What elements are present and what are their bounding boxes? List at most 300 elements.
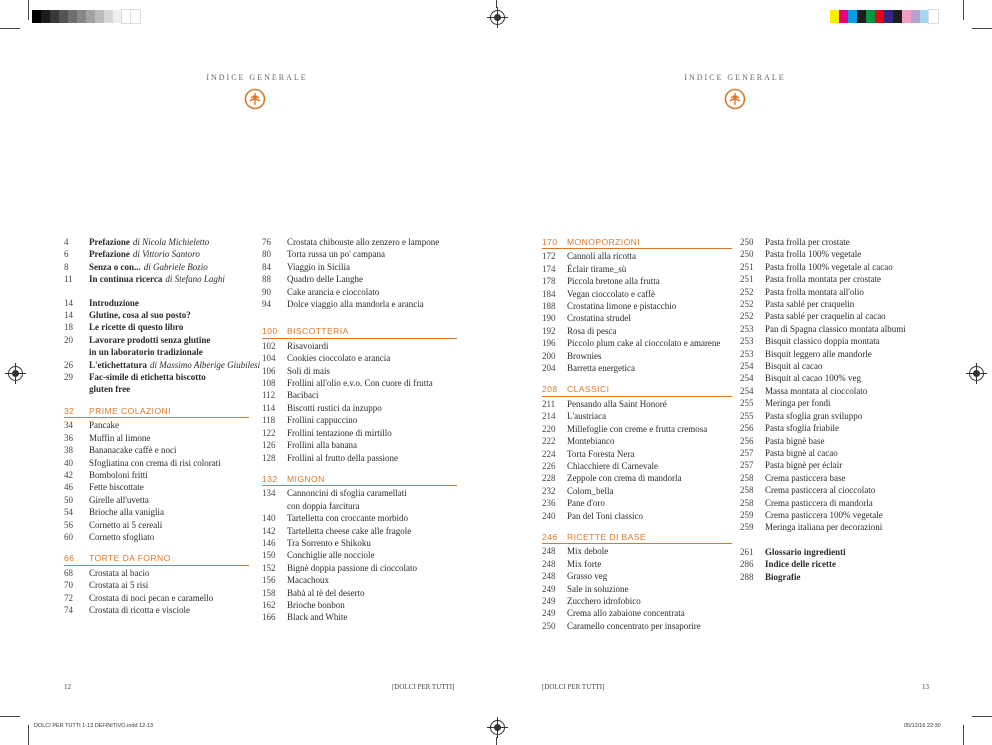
toc-title: Bisquit classico doppia montata [765, 336, 880, 347]
toc-page-number: 257 [740, 460, 754, 471]
running-head-right: INDICE GENERALE [684, 73, 786, 82]
toc-title: Biografie [765, 571, 801, 582]
toc-title: Pancake [89, 420, 119, 431]
toc-entry[interactable] [64, 297, 249, 309]
toc-entry[interactable] [64, 506, 249, 518]
toc-page-number: 255 [740, 410, 754, 421]
toc-title: Pasta bignè per éclair [765, 460, 843, 471]
toc-title: Lavorare prodotti senza glutine [89, 334, 211, 345]
toc-entry[interactable] [262, 286, 457, 298]
toc-entry[interactable] [262, 298, 457, 310]
running-head-left: INDICE GENERALE [206, 73, 308, 82]
toc-title: Pan di Spagna classico montata albumi [765, 323, 906, 334]
toc-page-number: 140 [262, 513, 276, 524]
toc-entry[interactable] [542, 570, 732, 582]
file-slug: DOLCI PER TUTTI 1-13 DEFINITIVO.indd 12-13 [34, 723, 154, 729]
color-swatch [848, 10, 857, 23]
toc-title: Crema pasticcera 100% vegetale [765, 509, 883, 520]
toc-title: Black and White [287, 612, 348, 623]
color-swatch [866, 10, 875, 23]
toc-entry[interactable] [262, 525, 457, 537]
toc-title: Frollini all'olio e.v.o. Con cuore di frutta [287, 378, 433, 389]
toc-entry[interactable] [262, 611, 457, 623]
section-header-ricette-di-base[interactable]: 246 RICETTE DI BASE [542, 531, 732, 544]
toc-title: Piccola bretone alla frutta [567, 276, 660, 287]
toc-title: Cornetto ai 5 cereali [89, 519, 163, 530]
toc-page-number: 46 [64, 482, 73, 493]
page-number-left: 12 [64, 683, 71, 691]
toc-page-number: 112 [262, 390, 276, 401]
toc-entry[interactable] [542, 362, 732, 374]
toc-entry[interactable] [64, 444, 249, 456]
toc-title: Senza o con... [89, 261, 141, 272]
toc-title: Brioche alla vaniglia [89, 507, 164, 518]
toc-column-4 [740, 236, 940, 583]
toc-page-number: 40 [64, 457, 73, 468]
toc-entry[interactable] [262, 389, 457, 401]
toc-entry[interactable] [262, 587, 457, 599]
toc-title: Prefazione [89, 249, 130, 260]
toc-author: di Vittorio Santoro [132, 249, 200, 260]
toc-title: Indice delle ricette [765, 559, 836, 570]
toc-entry[interactable] [740, 286, 940, 298]
registration-mark-right [969, 366, 984, 381]
toc-entry[interactable] [740, 248, 940, 260]
toc-entry[interactable] [542, 620, 732, 632]
toc-title: Pasta frolla 100% vegetale [765, 249, 862, 260]
toc-entry[interactable] [542, 448, 732, 460]
section-header-biscotteria[interactable]: 100 BISCOTTERIA [262, 325, 457, 338]
toc-page-number: 54 [64, 507, 73, 518]
toc-title: Girelle all'uvetta [89, 494, 149, 505]
toc-page-number: 204 [542, 363, 556, 374]
toc-entry[interactable] [542, 263, 732, 275]
toc-page-number: 146 [262, 537, 276, 548]
toc-entry[interactable] [262, 377, 457, 389]
color-swatch [131, 10, 140, 23]
toc-page-number: 253 [740, 348, 754, 359]
registration-mark-bottom [490, 720, 505, 735]
toc-title: Pasta frolla montata all'olio [765, 286, 864, 297]
toc-entry[interactable] [64, 519, 249, 531]
toc-entry[interactable] [64, 334, 249, 346]
toc-title: Vegan cioccolato e caffè [567, 288, 656, 299]
toc-entry[interactable] [64, 579, 249, 591]
color-swatch [113, 10, 122, 23]
color-swatch [920, 10, 929, 23]
toc-entry[interactable] [740, 472, 940, 484]
toc-page-number: 6 [64, 249, 69, 260]
toc-title: Cake arancia e cioccolato [287, 286, 380, 297]
toc-page-number: 108 [262, 378, 276, 389]
toc-entry[interactable] [740, 558, 940, 570]
book-title-right: [DOLCI PER TUTTI] [542, 683, 605, 691]
toc-entry[interactable] [262, 402, 457, 414]
toc-page-number: 220 [542, 423, 556, 434]
toc-entry[interactable] [542, 435, 732, 447]
toc-title: Bananacake caffè e noci [89, 445, 177, 456]
toc-title: Tra Sorrento e Shikoku [287, 537, 371, 548]
toc-entry[interactable] [740, 509, 940, 521]
toc-page-number: 228 [542, 473, 556, 484]
toc-entry[interactable] [64, 236, 249, 248]
color-swatch [59, 10, 68, 23]
toc-title: Crostatina limone e pistacchio [567, 301, 677, 312]
color-swatch [830, 10, 839, 23]
toc-page-number: 253 [740, 336, 754, 347]
toc-entry[interactable] [740, 546, 940, 558]
toc-page-number: 249 [542, 595, 556, 606]
toc-entry[interactable] [262, 562, 457, 574]
toc-title: Introduzione [89, 297, 139, 308]
toc-page-number: 258 [740, 497, 754, 508]
toc-entry[interactable] [542, 583, 732, 595]
toc-page-number: 72 [64, 592, 73, 603]
toc-title: Meringa italiana per decorazioni [765, 522, 883, 533]
toc-page-number: 88 [262, 274, 271, 285]
toc-entry[interactable] [262, 574, 457, 586]
toc-page-number: 29 [64, 372, 73, 383]
toc-title: Torta Foresta Nera [567, 448, 635, 459]
toc-entry[interactable] [64, 309, 249, 321]
toc-page-number: 90 [262, 286, 271, 297]
toc-entry[interactable] [262, 414, 457, 426]
toc-page-number: 156 [262, 575, 276, 586]
toc-title: Caramello concentrato per insaporire [567, 620, 701, 631]
toc-entry[interactable] [262, 340, 457, 352]
toc-page-number: 224 [542, 448, 556, 459]
toc-entry[interactable] [542, 510, 732, 522]
toc-title: In continua ricerca [89, 274, 163, 285]
toc-column-3 [542, 236, 732, 632]
toc-entry[interactable] [262, 599, 457, 611]
toc-title: Crostata di ricotta e visciole [89, 604, 190, 615]
toc-entry[interactable] [64, 419, 249, 431]
toc-page-number: 252 [740, 286, 754, 297]
toc-entry[interactable] [740, 348, 940, 360]
toc-page-number: 20 [64, 334, 73, 345]
toc-author: di Stefano Laghi [165, 274, 225, 285]
toc-entry[interactable] [262, 365, 457, 377]
toc-entry[interactable] [542, 558, 732, 570]
toc-title: Pasta bignè al cacao [765, 447, 838, 458]
toc-page-number: 94 [262, 299, 271, 310]
toc-entry[interactable] [740, 447, 940, 459]
toc-page-number: 236 [542, 498, 556, 509]
toc-page-number: 80 [262, 249, 271, 260]
toc-entry[interactable] [542, 423, 732, 435]
toc-title: Crema pasticcera di mandorla [765, 497, 873, 508]
toc-title: Tartelletta con croccante morbido [287, 513, 409, 524]
color-swatch [68, 10, 77, 23]
toc-entry[interactable] [542, 312, 732, 324]
toc-page-number: 14 [64, 297, 73, 308]
toc-entry[interactable] [64, 469, 249, 481]
toc-title: Biscotti rustici da inzuppo [287, 402, 382, 413]
color-swatch [41, 10, 50, 23]
toc-entry[interactable] [262, 236, 457, 248]
toc-page-number: 142 [262, 525, 276, 536]
toc-entry[interactable] [64, 531, 249, 543]
toc-entry[interactable] [542, 398, 732, 410]
toc-title: Pensando alla Saint Honoré [567, 398, 667, 409]
toc-entry[interactable] [740, 310, 940, 322]
color-swatch [893, 10, 902, 23]
toc-page-number: 50 [64, 494, 73, 505]
toc-page-number: 249 [542, 583, 556, 594]
toc-page-number: 38 [64, 445, 73, 456]
toc-title: Crostata ai 5 risi [89, 580, 149, 591]
toc-page-number: 196 [542, 338, 556, 349]
toc-entry[interactable] [542, 485, 732, 497]
toc-title: Glutine, cosa al suo posto? [89, 310, 191, 321]
toc-title: Pasta frolla per crostate [765, 237, 850, 247]
toc-page-number: 26 [64, 359, 73, 370]
registration-mark-top [490, 10, 505, 25]
toc-page-number: 251 [740, 261, 754, 272]
toc-entry[interactable] [740, 459, 940, 471]
toc-entry[interactable] [740, 521, 940, 533]
toc-entry[interactable] [262, 352, 457, 364]
toc-title: Pasta sablé per craquelin al cacao [765, 311, 886, 322]
toc-entry[interactable] [64, 321, 249, 333]
toc-entry[interactable] [262, 273, 457, 285]
toc-title: Montebianco [567, 436, 615, 447]
toc-entry[interactable] [64, 273, 249, 285]
color-swatch [839, 10, 848, 23]
toc-entry[interactable] [542, 325, 732, 337]
registration-mark-left [8, 366, 23, 381]
toc-entry[interactable] [740, 273, 940, 285]
toc-title: Pane d'oro [567, 498, 605, 509]
toc-title: Crostata di noci pecan e caramello [89, 592, 214, 603]
toc-author: di Nicola Michieletto [132, 237, 210, 247]
crop-mark [963, 725, 964, 745]
toc-entry[interactable] [64, 481, 249, 493]
toc-page-number: 249 [542, 608, 556, 619]
toc-page-number: 252 [740, 299, 754, 310]
toc-entry[interactable] [542, 472, 732, 484]
toc-title: Sale in soluzione [567, 583, 629, 594]
toc-entry[interactable] [740, 372, 940, 384]
toc-entry[interactable] [542, 250, 732, 262]
toc-entry[interactable] [542, 288, 732, 300]
toc-title: Tartelletta cheese cake alle fragole [287, 525, 412, 536]
color-swatch [122, 10, 131, 23]
toc-page-number: 214 [542, 411, 556, 422]
toc-title: Pasta bignè base [765, 435, 825, 446]
toc-entry[interactable] [740, 484, 940, 496]
crop-mark [496, 737, 497, 745]
toc-title: Crema pasticcera base [765, 472, 846, 483]
toc-title: Frollini alla banana [287, 440, 357, 451]
toc-entry[interactable] [64, 494, 249, 506]
color-swatch [77, 10, 86, 23]
toc-title: Bignè doppia passione di cioccolato [287, 562, 417, 573]
toc-page-number: 14 [64, 310, 73, 321]
toc-title: Éclair tirame_sù [567, 263, 627, 274]
toc-title: Sfogliatina con crema di risi colorati [89, 457, 221, 468]
toc-title: Cookies cioccolato e arancia [287, 353, 391, 364]
toc-page-number: 258 [740, 485, 754, 496]
toc-entry[interactable] [740, 497, 940, 509]
toc-entry[interactable] [542, 595, 732, 607]
toc-title: Barretta energetica [567, 363, 636, 374]
toc-continuation: con doppia farcitura [287, 500, 360, 511]
toc-page-number: 192 [542, 325, 556, 336]
toc-entry[interactable] [64, 604, 249, 616]
crop-mark [0, 28, 20, 29]
section-header-torte-da-forno[interactable]: 66 TORTE DA FORNO [64, 552, 249, 565]
toc-title: Bisquit leggero alle mandorle [765, 348, 872, 359]
toc-title: Bisquit al cacao 100% veg [765, 373, 861, 384]
toc-page-number: 248 [542, 571, 556, 582]
toc-entry[interactable] [542, 300, 732, 312]
toc-continuation: gluten free [89, 384, 131, 395]
toc-entry[interactable] [64, 567, 249, 579]
toc-page-number: 70 [64, 580, 73, 591]
crop-mark [0, 716, 20, 717]
toc-page-number: 122 [262, 427, 276, 438]
toc-entry[interactable] [542, 607, 732, 619]
toc-entry[interactable] [740, 397, 940, 409]
toc-entry[interactable] [740, 323, 940, 335]
toc-page-number: 188 [542, 301, 556, 312]
toc-title: Pasta frolla montata per crostate [765, 274, 881, 285]
section-header-classici[interactable]: 208 CLASSICI [542, 383, 732, 396]
toc-page-number: 150 [262, 550, 276, 561]
toc-entry[interactable] [542, 460, 732, 472]
toc-page-number: 257 [740, 447, 754, 458]
toc-page-number: 252 [740, 311, 754, 322]
color-swatch [929, 10, 938, 23]
toc-entry[interactable] [740, 385, 940, 397]
toc-title: Quadro delle Langhe [287, 274, 363, 285]
color-swatch [32, 10, 41, 23]
toc-entry[interactable] [740, 261, 940, 273]
toc-title: Conchiglie alle nocciole [287, 550, 375, 561]
toc-entry[interactable] [64, 371, 249, 383]
toc-entry[interactable]: 134 Cannoncini di sfoglia caramellati [262, 488, 407, 499]
toc-page-number: 248 [542, 546, 556, 557]
toc-entry[interactable] [262, 261, 457, 273]
toc-title: Cornetto sfogliato [89, 531, 155, 542]
toc-title: Grasso veg [567, 571, 608, 582]
toc-entry[interactable] [542, 275, 732, 287]
toc-title: Pasta sfoglia friabile [765, 423, 839, 434]
toc-author: di Gabriele Bozio [143, 261, 208, 272]
toc-entry[interactable] [64, 457, 249, 469]
toc-entry[interactable] [542, 337, 732, 349]
toc-entry[interactable] [542, 545, 732, 557]
toc-column-2 [262, 236, 457, 624]
toc-page-number: 126 [262, 440, 276, 451]
toc-title: Pasta sfoglia gran sviluppo [765, 410, 863, 421]
toc-entry[interactable] [740, 410, 940, 422]
crop-mark [972, 716, 992, 717]
toc-title: Rosa di pesca [567, 325, 617, 336]
toc-entry[interactable] [64, 248, 249, 260]
toc-entry[interactable] [542, 497, 732, 509]
page-number-right: 13 [922, 683, 929, 691]
toc-page-number: 184 [542, 288, 556, 299]
toc-page-number: 172 [542, 251, 556, 262]
toc-entry[interactable] [64, 261, 249, 273]
toc-entry[interactable] [542, 350, 732, 362]
toc-entry[interactable] [740, 422, 940, 434]
toc-page-number: 34 [64, 420, 73, 431]
toc-page-number: 226 [542, 460, 556, 471]
toc-entry[interactable] [64, 592, 249, 604]
toc-entry[interactable] [262, 512, 457, 524]
color-swatch [50, 10, 59, 23]
toc-title: Bacibaci [287, 390, 319, 401]
toc-page-number: 259 [740, 509, 754, 520]
toc-title: Babà al tè del deserto [287, 587, 365, 598]
toc-entry[interactable] [262, 452, 457, 464]
toc-title: L'etichettatura [89, 359, 147, 370]
toc-title: L'austriaca [567, 411, 607, 422]
color-swatch [104, 10, 113, 23]
toc-entry[interactable] [542, 410, 732, 422]
toc-page-number: 166 [262, 612, 276, 623]
toc-page-number: 286 [740, 559, 754, 570]
toc-page-number: 106 [262, 365, 276, 376]
toc-entry[interactable] [262, 248, 457, 260]
toc-entry[interactable] [740, 298, 940, 310]
toc-title: Mix forte [567, 558, 602, 569]
toc-title: Brownies [567, 350, 602, 361]
toc-entry[interactable] [64, 432, 249, 444]
toc-page-number: 240 [542, 510, 556, 521]
toc-entry[interactable] [740, 236, 940, 248]
toc-page-number: 174 [542, 263, 556, 274]
toc-entry[interactable] [740, 360, 940, 372]
toc-title: Torta russa un po' campana [287, 249, 385, 260]
toc-title: Zeppole con crema di mandorla [567, 473, 682, 484]
toc-page-number: 178 [542, 276, 556, 287]
book-title-left: [DOLCI PER TUTTI] [392, 683, 455, 691]
toc-entry[interactable] [740, 435, 940, 447]
color-swatch [86, 10, 95, 23]
toc-page-number: 162 [262, 599, 276, 610]
toc-page-number: 18 [64, 322, 73, 333]
toc-entry[interactable] [740, 335, 940, 347]
toc-entry[interactable] [740, 571, 940, 583]
toc-page-number: 250 [740, 237, 754, 247]
toc-title: Prefazione [89, 237, 130, 247]
toc-page-number: 56 [64, 519, 73, 530]
color-swatch [95, 10, 104, 23]
section-header-prime-colazioni[interactable]: 32 PRIME COLAZIONI [64, 405, 249, 418]
toc-page-number: 232 [542, 485, 556, 496]
toc-page-number: 248 [542, 558, 556, 569]
toc-entry[interactable] [262, 537, 457, 549]
crop-mark [963, 0, 964, 20]
toc-page-number: 8 [64, 261, 69, 272]
toc-entry[interactable] [262, 549, 457, 561]
toc-page-number: 76 [262, 237, 271, 247]
toc-page-number: 288 [740, 571, 754, 582]
toc-entry[interactable] [262, 427, 457, 439]
toc-page-number: 74 [64, 604, 73, 615]
section-header-monoporzioni[interactable]: 170 MONOPORZIONI [542, 236, 732, 249]
toc-entry[interactable] [262, 439, 457, 451]
toc-title: Meringa per fondi [765, 398, 831, 409]
toc-title: Crostata chibouste allo zenzero e lampone [287, 237, 440, 247]
toc-entry[interactable] [64, 359, 261, 371]
section-header-mignon[interactable]: 132 MIGNON [262, 473, 457, 486]
